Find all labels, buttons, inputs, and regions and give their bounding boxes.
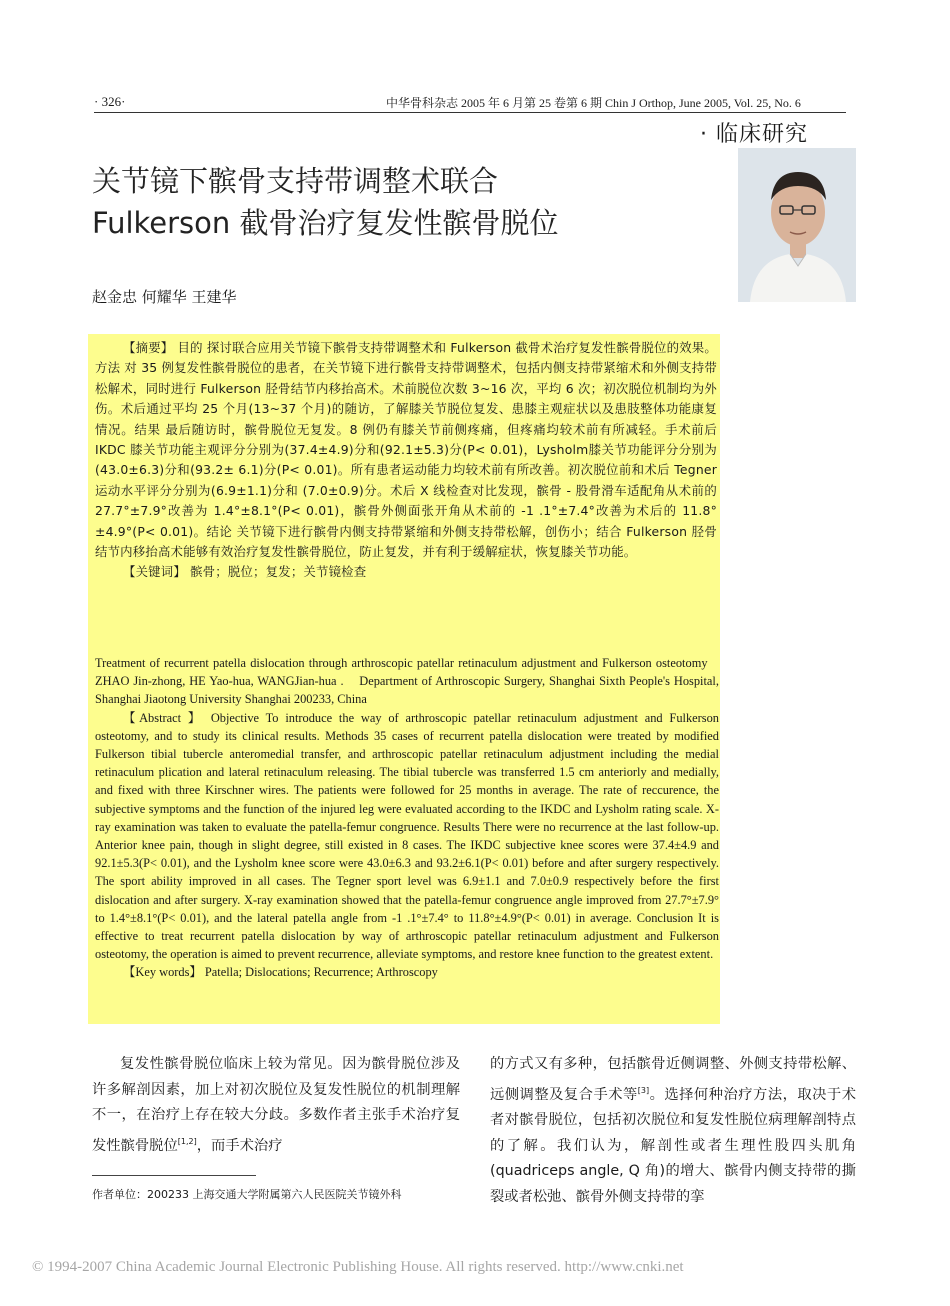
citation-ref-right[interactable]: [3] [637,1085,650,1095]
english-keywords: 【Key words】 Patella; Dislocations; Recurrence; Arthroscopy [123,965,438,980]
body-left-text: 复发性髌骨脱位临床上较为常见。因为髌骨脱位涉及许多解剖因素，加上对初次脱位及复发性脱位的机制理解不一，在治疗上存在较大分歧。多数作者主张手术治疗复发性髌骨脱位 [92,1056,460,1154]
page-number: · 326· [94,94,126,109]
body-paragraph-left [92,1052,460,1159]
author-affiliation-footnote: 作者单位：200233 上海交通大学附属第六人民医院关节镜外科 [92,1188,402,1201]
english-title: Treatment of recurrent patella dislocation through arthroscopic patellar retinaculum adjustment and Fulkerson osteotomy [95,656,708,670]
article-title [92,160,712,244]
footnote-rule [92,1175,256,1176]
english-affiliation: Department of Arthroscopic Surgery, Shanghai Sixth People's Hospital, Shanghai Jiaotong University Shanghai 200233, China [95,674,719,707]
body-left-column [92,1052,460,1159]
body-right-column [490,1052,856,1210]
chinese-abstract [95,338,717,583]
authors: 赵金忠 何耀华 王建华 [92,288,237,306]
title-line-1: 关节镜下髌骨支持带调整术联合 [92,164,499,198]
body-right-text: 的方式又有多种，包括髌骨近侧调整、外侧支持带松解、远侧调整及复合手术等 [490,1056,856,1103]
body-right-tail: 。选择何种治疗方法，取决于术者对髌骨脱位，包括初次脱位和复发性脱位病理解剖特点的了解。我们认为，解剖性或者生理性股四头肌角(quadriceps angle, Q 角)的增大、髌骨内侧支持带的撕裂或者松弛、髌骨外侧支持带的挛 [490,1086,857,1205]
body-left-tail: ，而手术治疗 [196,1137,283,1154]
author-photo [738,148,856,302]
english-authors: ZHAO Jin-zhong, HE Yao-hua, WANGJian-hua . [95,674,344,689]
title-line-2: Fulkerson 截骨治疗复发性髌骨脱位 [92,206,559,240]
copyright-watermark: © 1994-2007 China Academic Journal Electronic Publishing House. All rights reserved. http://www.cnki.net [32,1259,684,1275]
chinese-keywords: 【关键词】 髌骨；脱位；复发；关节镜检查 [123,564,367,580]
section-label: · 临床研究 [700,122,808,147]
chinese-abstract-text: 【摘要】 目的 探讨联合应用关节镜下髌骨支持带调整术和 Fulkerson 截骨术治疗复发性髌骨脱位的效果。方法 对 35 例复发性髌骨脱位的患者，在关节镜下进行髌骨支持带调整术，包括内侧支持带紧缩术和外侧支持带松解术，同时进行 Fulkerson 胫骨结节内移抬高术。术前脱位次数 3~16 次，平均 6 次；初次脱位机制均为外伤。术后通过平均 25 个月(13~37 个月)的随访，了解膝关节脱位复发、患膝主观症状以及患肢整体功能康复情况。结果 最后随访时，髌骨脱位无复发。8 例仍有膝关节前侧疼痛，但疼痛均较术前有所减轻。手术前后 IKDC 膝关节功能主观评分分别为(37.4±4.9)分和(92.1±5.3)分(P< 0.01)，Lysholm膝关节功能评分分别为(43.0±6.3)分和(93.2± 6.1)分(P< 0.01)。所有患者运动能力均较术前有所改善。初次脱位前和术后 Tegner 运动水平评分分别为(6.9±1.1)分和 (7.0±0.9)分。术后 X 线检查对比发现，髌骨 - 股骨滑车适配角从术前的 27.7°±7.9°改善为 1.4°±8.1°(P< 0.01)，髌骨外侧面张开角从术前的 -1 .1°±7.4°改善为术后的 11.8°±4.9°(P< 0.01)。结论 关节镜下进行髌骨内侧支持带紧缩和外侧支持带松解，创伤小；结合 Fulkerson 胫骨结节内移抬高术能够有效治疗复发性髌骨脱位，防止复发，并有利于缓解症状，恢复膝关节功能。 [95,340,717,560]
header-rule [94,112,846,113]
body-paragraph-right [490,1052,856,1210]
english-title-block [95,654,719,709]
english-abstract [95,654,719,982]
citation-ref-left[interactable]: [1,2] [177,1136,197,1146]
english-abstract-text: 【Abstract 】 Objective To introduce the way of arthroscopic patellar retinaculum adjustment and Fulkerson osteotomy, and to study its clinical results. Methods 35 cases of recurrent patella dislocation were treated by modified Fulkerson tibial tubercle anteromedial transfer, and arthroscopic patellar retinaculum adjustment including the medial retinaculum plication and lateral retinaculum releasing. The tibial tubercle was transferred 1.5 cm anteriorly and medially, and fixed with three Kirschner wires. The patients were followed for 25 months in average. The rate of reccurence, the subjective symptoms and the function of the injured leg were evaluated according to the IKDC and Lysholm rating scale. X-ray examination was taken to evaluate the patella-femur congruence. Results There were no recurrence at the last follow-up. Anterior knee pain, though in slight degree, still existed in 8 cases. The IKDC subjective knee scores were 37.4±4.9 and 92.1±5.3(P< 0.01), and the Lysholm knee score were 43.0±6.3 and 93.2±6.1(P< 0.01) before and after surgery respectively. The sport ability improved in all cases. The Tegner sport level was 6.9±1.1 and 7.0±0.9 respectively before the first dislocation and after surgery. X-ray examination showed that the patella-femur congruence angle improved from 27.7°±7.9° to 1.4°±8.1°(P< 0.01), and the lateral patella angle from -1 .1°±7.4° to 11.8°±4.9°(P< 0.01) in average. Conclusion It is effective to treat recurrent patella dislocation by way of arthroscopic patellar retinaculum adjustment and Fulkerson osteotomy, the operation is aimed to prevent recurrence, alleviate symptoms, and restore knee function to the greatest extent. [95,710,719,962]
journal-header: 中华骨科杂志 2005 年 6 月第 25 卷第 6 期 Chin J Orthop, June 2005, Vol. 25, No. 6 [386,96,801,110]
author-portrait-image [738,148,856,302]
